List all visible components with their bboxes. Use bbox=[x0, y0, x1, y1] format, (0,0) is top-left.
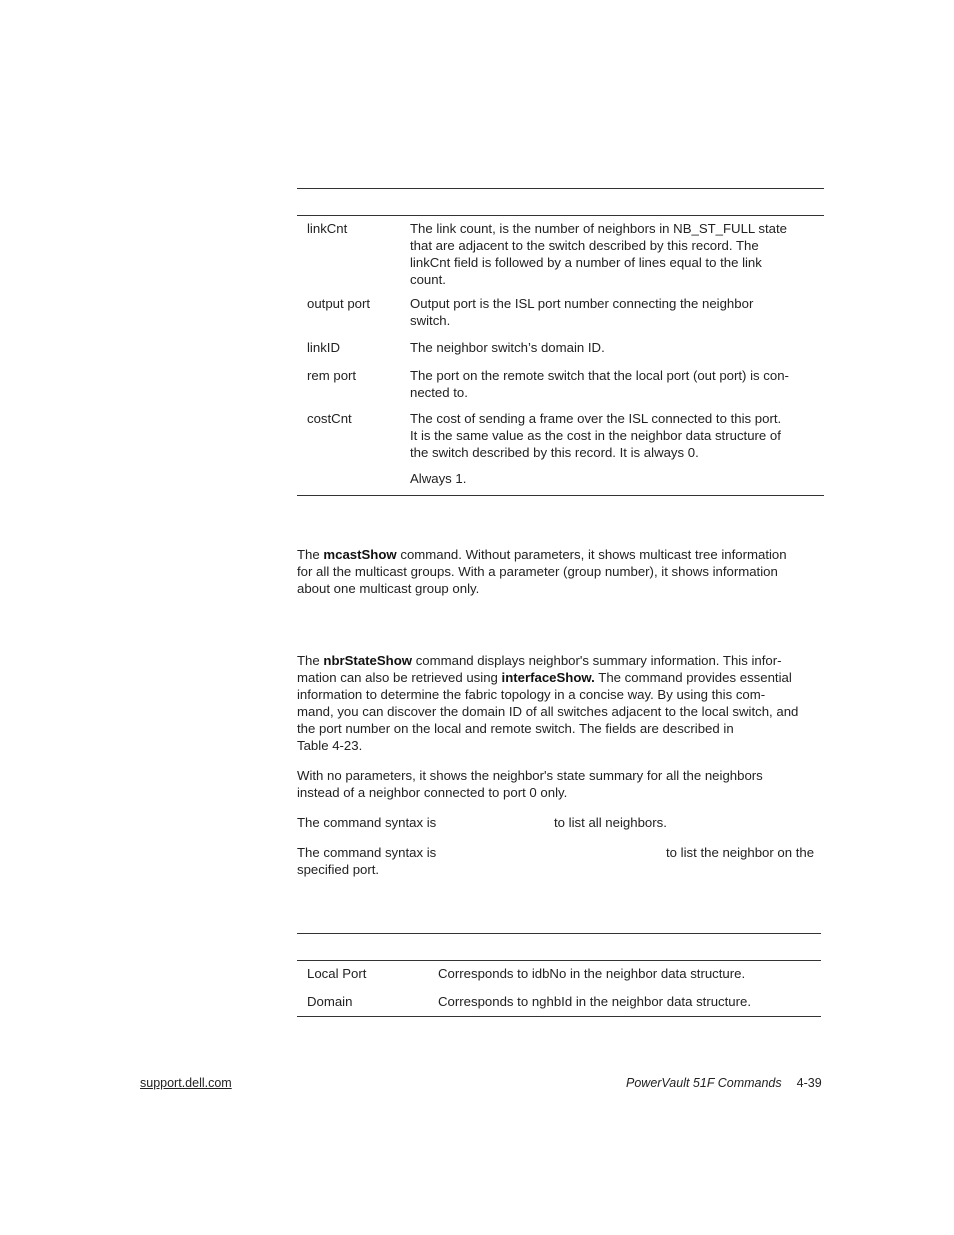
text-run: command displays neighbor's summary information. This infor- bbox=[412, 653, 782, 668]
table1-header-rule bbox=[297, 215, 824, 216]
syntax-1-lead: The command syntax is bbox=[297, 815, 437, 830]
table2-header-rule bbox=[297, 960, 821, 961]
table1-def-output-port bbox=[410, 295, 824, 329]
table1-def-line: linkCnt field is followed by a number of lines equal to the link bbox=[410, 255, 762, 270]
table1-term-linkcnt: linkCnt bbox=[307, 221, 348, 236]
table1-def-linkid bbox=[410, 339, 824, 356]
syntax-2-lead: The command syntax is bbox=[297, 845, 437, 860]
table1-def-line: switch. bbox=[410, 313, 451, 328]
table2-term-domain: Domain bbox=[307, 994, 353, 1009]
paragraph-line: With no parameters, it shows the neighbor's state summary for all the neighbors bbox=[297, 768, 763, 783]
table1-term-rem-port: rem port bbox=[307, 368, 357, 383]
table1-def-line: nected to. bbox=[410, 385, 468, 400]
paragraph-line: for all the multicast groups. With a parameter (group number), it shows information bbox=[297, 564, 778, 579]
table2-top-rule bbox=[297, 933, 821, 934]
syntax-1-tail: to list all neighbors. bbox=[554, 815, 667, 830]
table1-def-line: The link count, is the number of neighbors in NB_ST_FULL state bbox=[410, 221, 788, 236]
table1-term-output-port: output port bbox=[307, 296, 371, 311]
table1-def-line: The cost of sending a frame over the ISL connected to this port. bbox=[410, 411, 782, 426]
paragraph-line bbox=[297, 652, 825, 669]
support-link[interactable]: support.dell.com bbox=[140, 1076, 232, 1090]
text-run: The command provides essential bbox=[594, 670, 792, 685]
text-run: The bbox=[297, 653, 324, 668]
paragraph-line bbox=[297, 546, 825, 563]
table1-def-costcnt bbox=[410, 410, 824, 461]
table1-top-rule bbox=[297, 188, 824, 189]
table1-def-line: Output port is the ISL port number connecting the neighbor bbox=[410, 296, 754, 311]
paragraph-line: about one multicast group only. bbox=[297, 581, 480, 596]
no-parameters-paragraph bbox=[297, 767, 825, 801]
text-run: command. Without parameters, it shows multicast tree information bbox=[396, 547, 787, 562]
text-run: mation can also be retrieved using bbox=[297, 670, 502, 685]
table2-def-domain: Corresponds to nghbId in the neighbor data structure. bbox=[438, 994, 752, 1009]
table1-def-line: that are adjacent to the switch described by this record. The bbox=[410, 238, 759, 253]
table1-def-linkcnt bbox=[410, 220, 824, 288]
paragraph-line: information to determine the fabric topology in a concise way. By using this com- bbox=[297, 687, 766, 702]
table1-def-always bbox=[410, 470, 824, 487]
page-number: 4-39 bbox=[796, 1076, 822, 1090]
table1-def-line: count. bbox=[410, 272, 446, 287]
text-run: The bbox=[297, 547, 324, 562]
table1-bottom-rule bbox=[297, 495, 824, 496]
paragraph-line bbox=[297, 669, 825, 686]
paragraph-line: the port number on the local and remote switch. The fields are described in bbox=[297, 721, 734, 736]
table1-def-line: Always 1. bbox=[410, 471, 467, 486]
footer-book-title: PowerVault 51F Commands bbox=[626, 1076, 782, 1090]
command-name-mcastshow: mcastShow bbox=[323, 547, 397, 562]
table2-def-local-port: Corresponds to idbNo in the neighbor data structure. bbox=[438, 966, 746, 981]
command-name-interfaceshow: interfaceShow. bbox=[501, 670, 595, 685]
mcastshow-paragraph bbox=[297, 546, 825, 597]
syntax-2-line2: specified port. bbox=[297, 862, 380, 877]
nbrstateshow-paragraph bbox=[297, 652, 825, 754]
paragraph-line: Table 4-23. bbox=[297, 738, 363, 753]
footer-title bbox=[626, 1075, 822, 1092]
table1-def-rem-port bbox=[410, 367, 824, 401]
command-name-nbrstateshow: nbrStateShow bbox=[323, 653, 413, 668]
table2-bottom-rule bbox=[297, 1016, 821, 1017]
paragraph-line: instead of a neighbor connected to port 0 only. bbox=[297, 785, 568, 800]
table1-term-linkid: linkID bbox=[307, 340, 340, 355]
table1-term-costcnt: costCnt bbox=[307, 411, 352, 426]
table1-def-line: It is the same value as the cost in the neighbor data structure of bbox=[410, 428, 781, 443]
paragraph-line: mand, you can discover the domain ID of all switches adjacent to the local switch, and bbox=[297, 704, 799, 719]
table2-term-local-port: Local Port bbox=[307, 966, 367, 981]
table1-def-line: The port on the remote switch that the local port (out port) is con- bbox=[410, 368, 789, 383]
syntax-2-tail: to list the neighbor on the bbox=[666, 845, 815, 860]
table1-def-line: the switch described by this record. It is always 0. bbox=[410, 445, 699, 460]
table1-def-line: The neighbor switch’s domain ID. bbox=[410, 340, 605, 355]
